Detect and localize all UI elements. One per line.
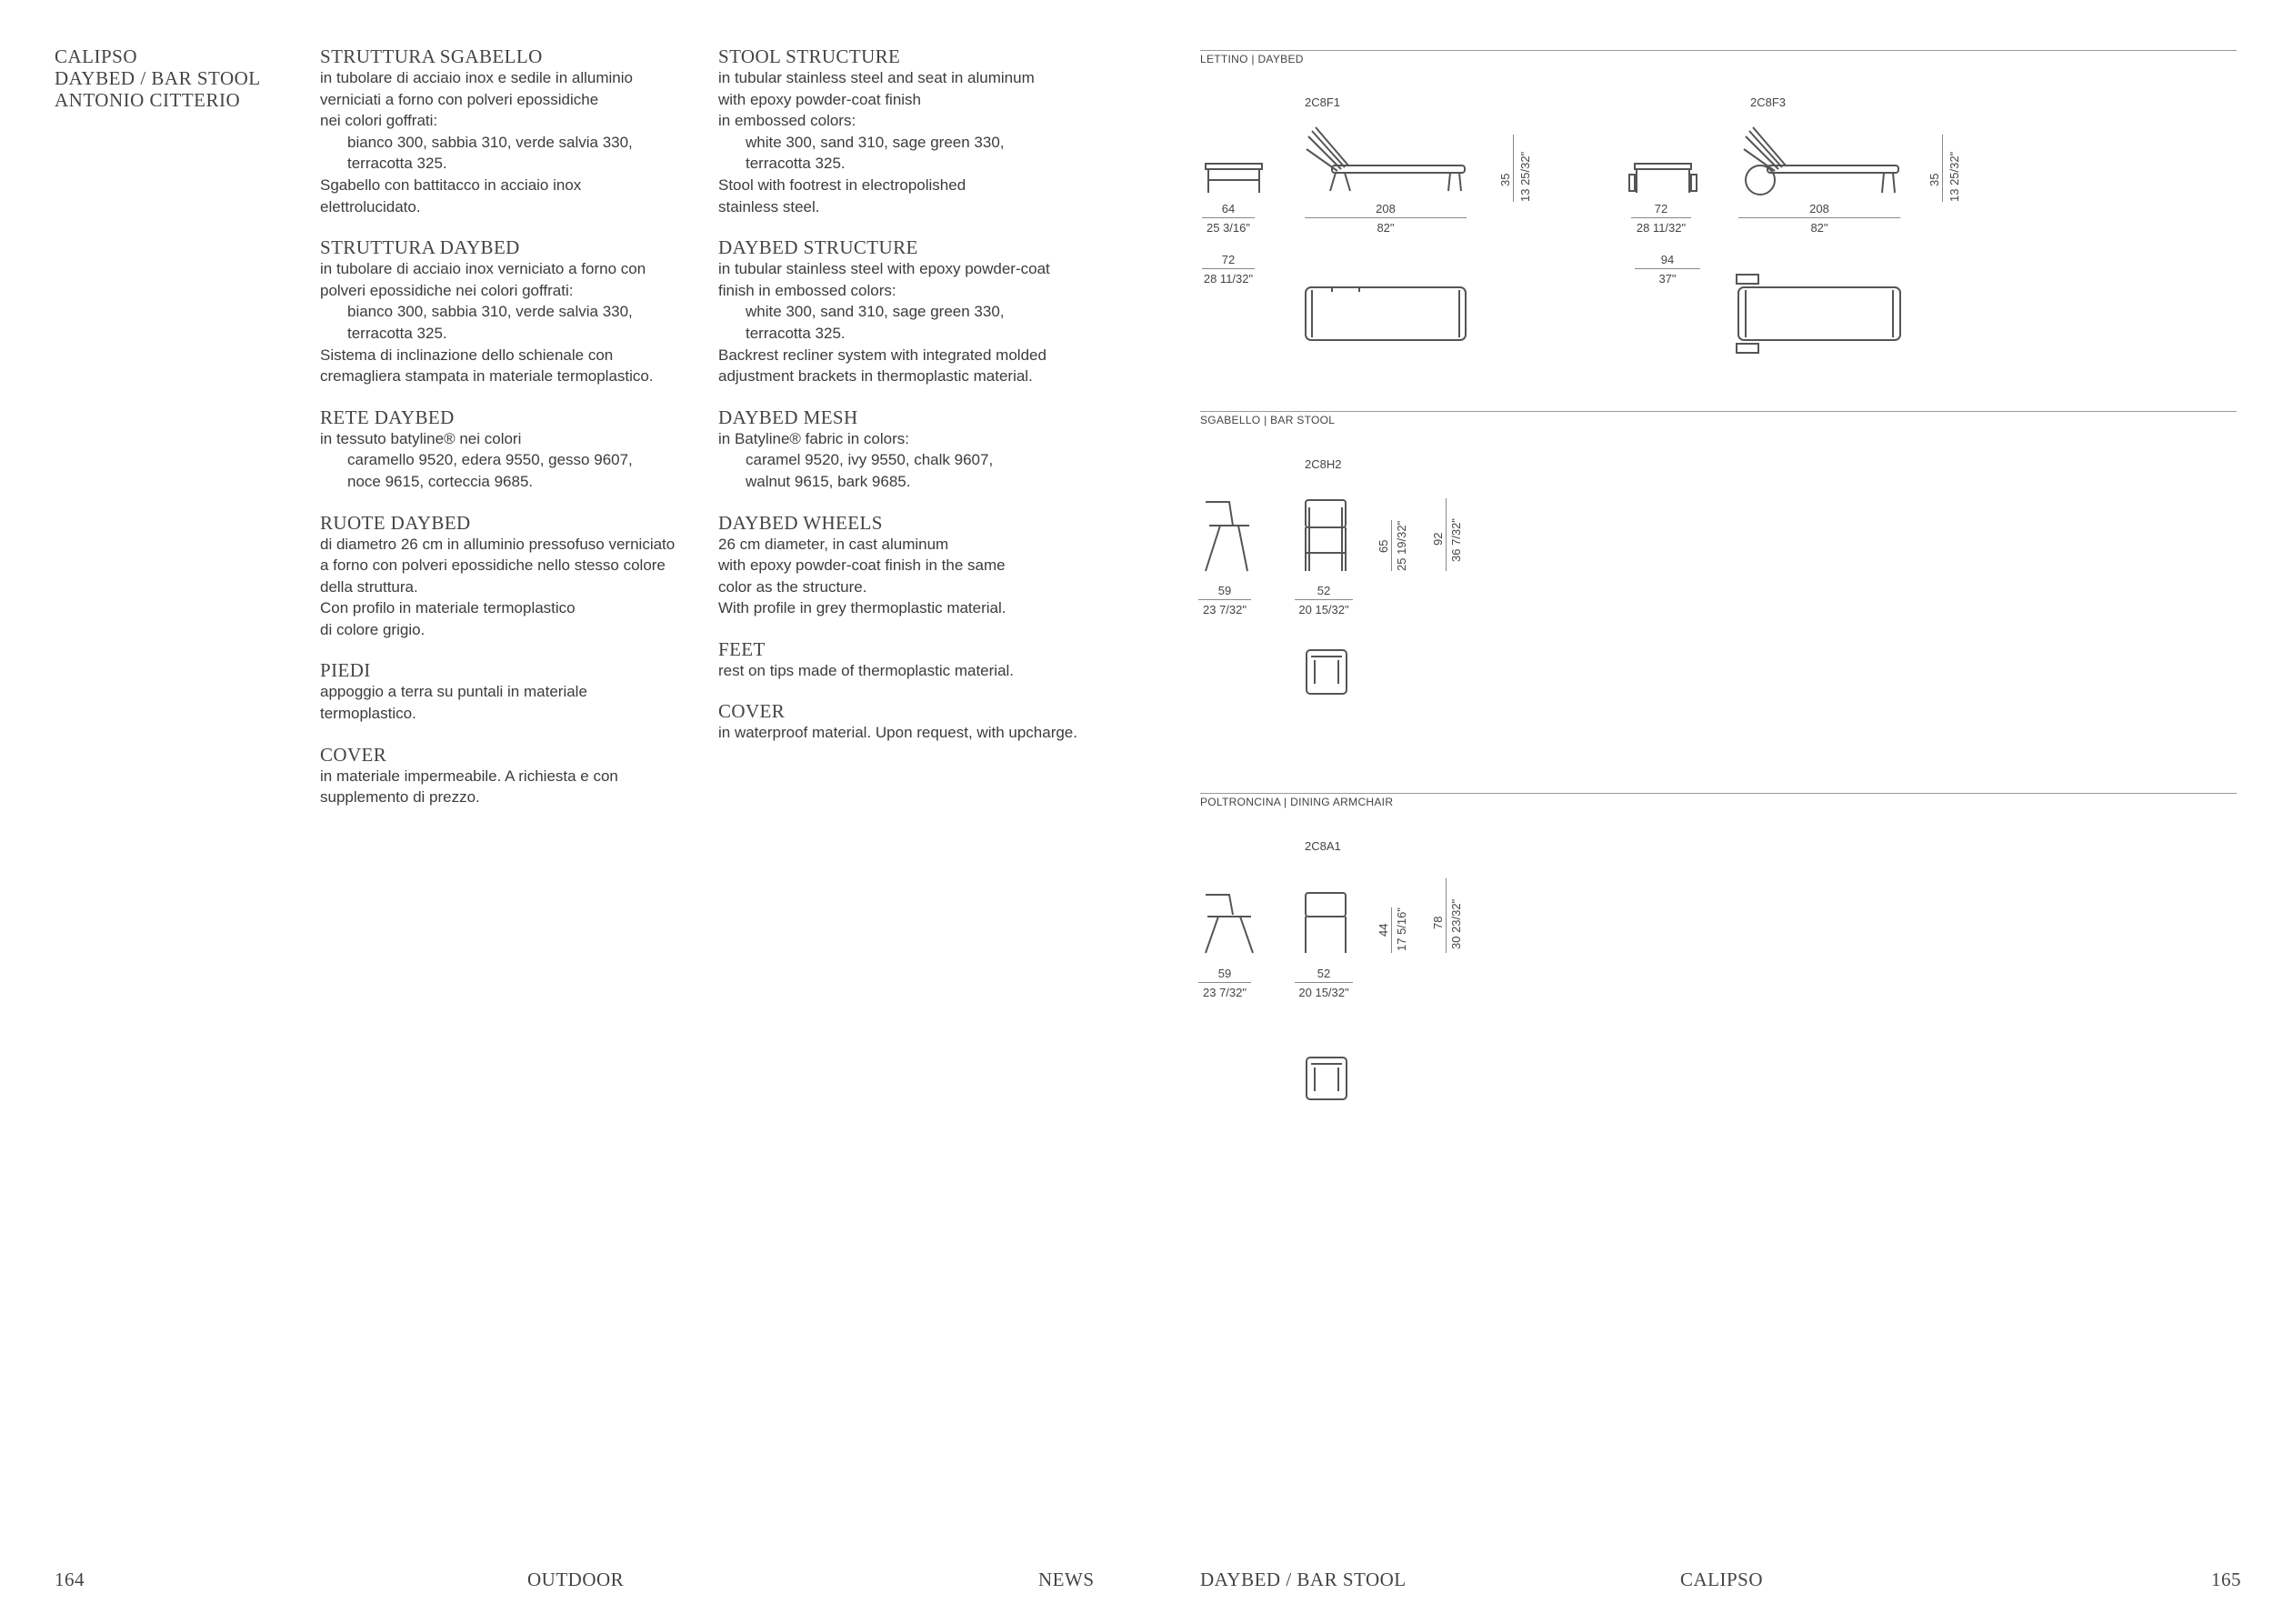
spec-section-title: PIEDI	[320, 659, 371, 682]
daybed-section-label: LETTINO | DAYBED	[1200, 53, 1304, 65]
spec-section	[718, 236, 1109, 387]
armchair-side-view-drawing	[1202, 893, 1257, 955]
dimension-line	[1513, 135, 1514, 202]
spec-section	[718, 512, 1109, 619]
spec-section	[718, 45, 1109, 217]
product-code: 2C8H2	[1305, 457, 1342, 471]
dimension-height-inches: 36 7/32"	[1449, 518, 1463, 562]
stool-top-view-drawing	[1304, 647, 1349, 697]
spec-section	[718, 638, 1109, 682]
spec-text-line: bianco 300, sabbia 310, verde salvia 330,	[347, 303, 633, 321]
spec-section	[320, 744, 711, 808]
spec-text-line: elettrolucidato.	[320, 197, 421, 216]
spec-text-line: rest on tips made of thermoplastic material.	[718, 661, 1015, 679]
spec-text-line: white 300, sand 310, sage green 330,	[746, 303, 1005, 321]
section-divider	[1200, 411, 2237, 412]
dimension-seat-height: 65	[1377, 539, 1390, 553]
spec-text-line: della struttura.	[320, 577, 418, 596]
spec-section-title: RUOTE DAYBED	[320, 511, 471, 534]
daybed-wheeled-front-view-drawing	[1627, 162, 1698, 195]
section-divider	[1200, 50, 2237, 51]
stool-side-view-drawing	[1202, 498, 1253, 573]
product-code: 2C8F3	[1750, 95, 1787, 109]
spec-text-line: in tubolare di acciaio inox e sedile in alluminio	[320, 69, 633, 86]
spec-text-line: color as the structure.	[718, 577, 867, 596]
spec-text-line: di colore grigio.	[320, 620, 426, 638]
spec-text-line: adjustment brackets in thermoplastic material.	[718, 367, 1033, 386]
spec-text-line: terracotta 325.	[746, 155, 846, 173]
spec-text-line: finish in embossed colors:	[718, 281, 896, 299]
dimension-height: 35	[1498, 173, 1512, 186]
spec-text-line: With profile in grey thermoplastic material.	[718, 599, 1006, 617]
product-type: DAYBED / BAR STOOL	[55, 67, 261, 89]
armchair-front-view-drawing	[1302, 891, 1349, 955]
spec-text-line: Sistema di inclinazione dello schienale con	[320, 346, 614, 364]
spec-text-line: Backrest recliner system with integrated molded	[718, 346, 1046, 364]
dimension-depth: 94 37"	[1635, 253, 1700, 286]
spec-section-title: COVER	[320, 743, 387, 766]
armchair-section-label: POLTRONCINA | DINING ARMCHAIR	[1200, 796, 1394, 808]
page-number-left: 164	[55, 1569, 85, 1590]
dimension-height: 35	[1928, 173, 1941, 186]
spec-text-line: stainless steel.	[718, 197, 820, 216]
dimension-height: 78	[1431, 916, 1445, 929]
spec-text-line: caramello 9520, edera 9550, gesso 9607,	[347, 451, 633, 469]
spec-text-line: noce 9615, corteccia 9685.	[347, 472, 534, 490]
spec-text-line: in tubular stainless steel with epoxy powder-coat	[718, 260, 1050, 278]
dimension-height-inches: 13 25/32"	[1518, 151, 1532, 202]
dimension-depth: 59 23 7/32"	[1198, 967, 1251, 999]
dimension-line	[1942, 135, 1943, 202]
dimension-width: 52 20 15/32"	[1295, 967, 1353, 999]
spec-text-line: terracotta 325.	[347, 155, 447, 173]
spec-section-title: STRUTTURA DAYBED	[320, 236, 520, 259]
italian-description-column	[320, 45, 711, 827]
product-code: 2C8A1	[1305, 839, 1341, 853]
spec-section-title: COVER	[718, 700, 786, 723]
designer-name: ANTONIO CITTERIO	[55, 89, 241, 111]
spec-text-line: in tubolare di acciaio inox verniciato a forno con	[320, 260, 646, 278]
spec-text-line: appoggio a terra su puntali in materiale	[320, 683, 587, 701]
spec-section-title: STOOL STRUCTURE	[718, 45, 901, 67]
spec-text-line: in Batyline® fabric in colors:	[718, 429, 910, 447]
spec-text-line: polveri epossidiche nei colori goffrati:	[320, 281, 574, 299]
product-code: 2C8F1	[1305, 95, 1341, 109]
spec-section	[718, 406, 1109, 493]
dimension-width: 72 28 11/32"	[1631, 202, 1691, 235]
spec-text-line: white 300, sand 310, sage green 330,	[746, 133, 1005, 151]
spec-text-line: a forno con polveri epossidiche nello stesso colore	[320, 556, 666, 575]
spec-text-line: walnut 9615, bark 9685.	[746, 472, 911, 490]
spec-text-line: in embossed colors:	[718, 112, 856, 130]
product-name: CALIPSO	[55, 45, 138, 67]
daybed-wheeled-top-view-drawing	[1735, 273, 1904, 355]
dimension-height: 92	[1431, 532, 1445, 546]
dimension-line	[1391, 520, 1392, 571]
dimension-width: 52 20 15/32"	[1295, 584, 1353, 617]
spec-text-line: bianco 300, sabbia 310, verde salvia 330,	[347, 133, 633, 151]
dimension-seat-height-inches: 25 19/32"	[1395, 520, 1408, 571]
spec-section-title: RETE DAYBED	[320, 406, 455, 428]
dimension-length: 208 82"	[1738, 202, 1900, 235]
spec-text-line: supplemento di prezzo.	[320, 788, 480, 807]
dimension-height-inches: 30 23/32"	[1449, 898, 1463, 949]
spec-text-line: in waterproof material. Upon request, with upcharge.	[718, 724, 1077, 742]
spec-text-line: cremagliera stampata in materiale termoplastico.	[320, 367, 654, 386]
spec-section	[320, 659, 711, 724]
daybed-top-view-drawing	[1305, 286, 1467, 341]
spec-text-line: Stool with footrest in electropolished	[718, 175, 966, 194]
daybed-side-view-drawing	[1305, 127, 1468, 193]
page-number-right: 165	[2211, 1569, 2241, 1590]
dimension-line	[1446, 498, 1447, 571]
spec-text-line: in materiale impermeabile. A richiesta e con	[320, 767, 618, 785]
spec-section	[320, 45, 711, 217]
spec-section-title: DAYBED STRUCTURE	[718, 236, 918, 259]
spec-section	[320, 236, 711, 387]
spec-text-line: termoplastico.	[320, 705, 416, 723]
spec-text-line: 26 cm diameter, in cast aluminum	[718, 535, 949, 553]
daybed-front-view-drawing	[1205, 162, 1263, 195]
spec-section	[718, 700, 1109, 744]
daybed-wheeled-side-view-drawing	[1738, 127, 1902, 196]
dimension-seat-height-inches: 17 5/16"	[1395, 907, 1408, 951]
footer-product-type: DAYBED / BAR STOOL	[1200, 1569, 1407, 1590]
dimension-depth: 72 28 11/32"	[1203, 253, 1254, 286]
english-description-column	[718, 45, 1109, 763]
dimension-seat-height: 44	[1377, 923, 1390, 937]
armchair-top-view-drawing	[1304, 1055, 1349, 1102]
footer-category: OUTDOOR	[527, 1569, 625, 1590]
dimension-line	[1391, 907, 1392, 953]
spec-text-line: verniciati a forno con polveri epossidiche	[320, 90, 599, 108]
spec-text-line: Con profilo in materiale termoplastico	[320, 599, 576, 617]
spec-text-line: in tessuto batyline® nei colori	[320, 429, 522, 447]
spec-text-line: nei colori goffrati:	[320, 112, 438, 130]
stool-front-view-drawing	[1302, 498, 1349, 573]
spec-section-title: DAYBED MESH	[718, 406, 858, 428]
spec-text-line: Sgabello con battitacco in acciaio inox	[320, 175, 582, 194]
footer-product-name: CALIPSO	[1680, 1569, 1764, 1590]
dimension-depth: 59 23 7/32"	[1198, 584, 1251, 617]
spec-text-line: di diametro 26 cm in alluminio pressofuso verniciato	[320, 535, 676, 553]
spec-section-title: STRUTTURA SGABELLO	[320, 45, 543, 67]
product-header	[55, 45, 261, 111]
spec-section-title: DAYBED WHEELS	[718, 511, 883, 534]
dimension-width: 64 25 3/16"	[1202, 202, 1255, 235]
spec-section	[320, 406, 711, 493]
spec-text-line: terracotta 325.	[347, 324, 447, 342]
spec-section-title: FEET	[718, 637, 766, 660]
spec-text-line: with epoxy powder-coat finish	[718, 90, 922, 108]
footer-section: NEWS	[1038, 1569, 1095, 1590]
dimension-length: 208 82"	[1305, 202, 1467, 235]
stool-section-label: SGABELLO | BAR STOOL	[1200, 414, 1336, 426]
spec-text-line: caramel 9520, ivy 9550, chalk 9607,	[746, 451, 994, 469]
dimension-line	[1446, 878, 1447, 953]
spec-text-line: terracotta 325.	[746, 324, 846, 342]
spec-text-line: with epoxy powder-coat finish in the same	[718, 556, 1006, 575]
spec-text-line: in tubular stainless steel and seat in aluminum	[718, 69, 1035, 86]
dimension-height-inches: 13 25/32"	[1948, 151, 1961, 202]
spec-section	[320, 512, 711, 641]
section-divider	[1200, 793, 2237, 794]
